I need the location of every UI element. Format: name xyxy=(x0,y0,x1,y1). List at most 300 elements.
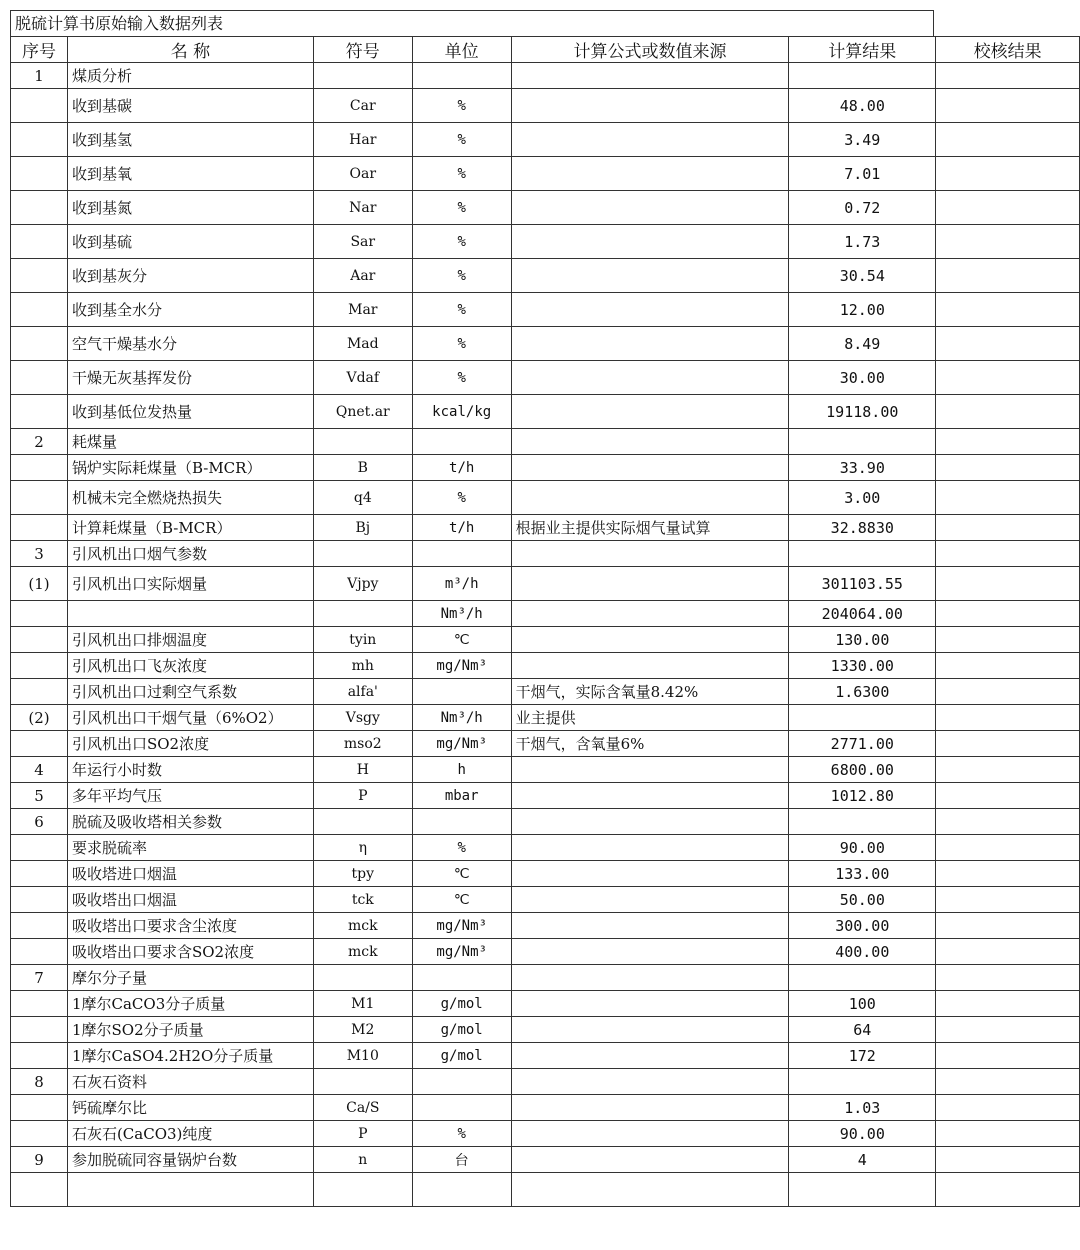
cell-unit[interactable]: ℃ xyxy=(412,627,511,653)
table-row xyxy=(11,653,1080,679)
cell-unit[interactable] xyxy=(412,429,511,455)
cell-result[interactable]: 172 xyxy=(789,1043,936,1069)
cell-no[interactable] xyxy=(11,225,68,259)
cell-result[interactable]: 90.00 xyxy=(789,1121,936,1147)
cell-unit[interactable]: % xyxy=(412,835,511,861)
cell-name[interactable]: 引风机出口过剩空气系数 xyxy=(67,679,313,705)
cell-name[interactable]: 机械未完全燃烧热损失 xyxy=(67,481,313,515)
cell-result[interactable]: 8.49 xyxy=(789,327,936,361)
cell-unit[interactable]: % xyxy=(412,123,511,157)
cell-symbol[interactable]: tpy xyxy=(313,861,412,887)
cell-no[interactable] xyxy=(11,731,68,757)
cell-unit[interactable]: mg/Nm³ xyxy=(412,939,511,965)
cell-check[interactable] xyxy=(936,1095,1080,1121)
cell-source[interactable] xyxy=(511,157,789,191)
cell-name[interactable]: 收到基硫 xyxy=(67,225,313,259)
cell-unit[interactable]: ℃ xyxy=(412,861,511,887)
cell-unit[interactable]: Nm³/h xyxy=(412,601,511,627)
cell-unit[interactable]: Nm³/h xyxy=(412,705,511,731)
spreadsheet xyxy=(10,10,1080,1250)
cell-result[interactable]: 400.00 xyxy=(789,939,936,965)
cell-check[interactable] xyxy=(936,327,1080,361)
cell-check[interactable] xyxy=(936,1121,1080,1147)
cell-source[interactable] xyxy=(511,293,789,327)
cell-name[interactable]: 空气干燥基水分 xyxy=(67,327,313,361)
cell-symbol[interactable]: Mar xyxy=(313,293,412,327)
cell-result[interactable]: 1.73 xyxy=(789,225,936,259)
cell-no[interactable] xyxy=(11,627,68,653)
cell-check[interactable] xyxy=(936,225,1080,259)
cell-result[interactable] xyxy=(789,63,936,89)
cell-symbol[interactable]: Car xyxy=(313,89,412,123)
cell-unit[interactable]: mg/Nm³ xyxy=(412,913,511,939)
cell-no[interactable] xyxy=(11,259,68,293)
cell-source[interactable] xyxy=(511,361,789,395)
cell-unit[interactable] xyxy=(412,679,511,705)
cell-name[interactable]: 1摩尔SO2分子质量 xyxy=(67,1017,313,1043)
cell-name[interactable]: 摩尔分子量 xyxy=(67,965,313,991)
cell-source[interactable] xyxy=(511,327,789,361)
cell-name[interactable]: 引风机出口实际烟量 xyxy=(67,567,313,601)
cell-check[interactable] xyxy=(936,913,1080,939)
cell-result[interactable]: 6800.00 xyxy=(789,757,936,783)
cell-result[interactable]: 2771.00 xyxy=(789,731,936,757)
cell-unit[interactable]: h xyxy=(412,757,511,783)
cell-source[interactable] xyxy=(511,1017,789,1043)
cell-check[interactable] xyxy=(936,731,1080,757)
cell-symbol[interactable]: Qnet.ar xyxy=(313,395,412,429)
cell-symbol[interactable]: Aar xyxy=(313,259,412,293)
cell-unit[interactable]: % xyxy=(412,481,511,515)
table-row xyxy=(11,757,1080,783)
cell-result[interactable]: 1330.00 xyxy=(789,653,936,679)
cell-unit[interactable]: g/mol xyxy=(412,991,511,1017)
cell-check[interactable] xyxy=(936,567,1080,601)
cell-result[interactable]: 64 xyxy=(789,1017,936,1043)
cell-unit[interactable]: % xyxy=(412,225,511,259)
cell-no[interactable] xyxy=(11,1095,68,1121)
cell-result[interactable]: 30.54 xyxy=(789,259,936,293)
cell-symbol[interactable] xyxy=(313,541,412,567)
cell-source[interactable] xyxy=(511,455,789,481)
cell-name[interactable]: 收到基低位发热量 xyxy=(67,395,313,429)
cell-unit[interactable]: m³/h xyxy=(412,567,511,601)
cell-symbol[interactable]: B xyxy=(313,455,412,481)
table-row xyxy=(11,1069,1080,1095)
cell-check[interactable] xyxy=(936,455,1080,481)
cell-no[interactable]: 8 xyxy=(11,1069,68,1095)
cell-source[interactable] xyxy=(511,259,789,293)
cell-name[interactable]: 收到基灰分 xyxy=(67,259,313,293)
cell-source[interactable] xyxy=(511,939,789,965)
cell-check[interactable] xyxy=(936,123,1080,157)
cell-result[interactable] xyxy=(789,1069,936,1095)
cell-symbol[interactable]: Nar xyxy=(313,191,412,225)
cell-unit[interactable]: ℃ xyxy=(412,887,511,913)
cell-name[interactable]: 1摩尔CaSO4.2H2O分子质量 xyxy=(67,1043,313,1069)
cell-result[interactable]: 50.00 xyxy=(789,887,936,913)
header-source[interactable]: 计算公式或数值来源 xyxy=(511,37,789,63)
cell-name[interactable]: 脱硫及吸收塔相关参数 xyxy=(67,809,313,835)
cell-source[interactable] xyxy=(511,63,789,89)
cell-name[interactable]: 引风机出口排烟温度 xyxy=(67,627,313,653)
cell-name[interactable]: 吸收塔出口烟温 xyxy=(67,887,313,913)
cell-check[interactable] xyxy=(936,1043,1080,1069)
cell-name[interactable]: 年运行小时数 xyxy=(67,757,313,783)
cell-source[interactable] xyxy=(511,429,789,455)
cell-check[interactable] xyxy=(936,541,1080,567)
cell-symbol[interactable] xyxy=(313,965,412,991)
header-result[interactable]: 计算结果 xyxy=(789,37,936,63)
cell-name[interactable]: 多年平均气压 xyxy=(67,783,313,809)
cell-result[interactable]: 48.00 xyxy=(789,89,936,123)
cell-source[interactable] xyxy=(511,757,789,783)
cell-check[interactable] xyxy=(936,1069,1080,1095)
cell-source[interactable] xyxy=(511,783,789,809)
cell-symbol[interactable]: M1 xyxy=(313,991,412,1017)
cell-check[interactable] xyxy=(936,395,1080,429)
cell-symbol[interactable]: mso2 xyxy=(313,731,412,757)
cell-name[interactable]: 引风机出口烟气参数 xyxy=(67,541,313,567)
cell-source[interactable] xyxy=(511,965,789,991)
cell-symbol[interactable]: Vdaf xyxy=(313,361,412,395)
cell-source[interactable]: 根据业主提供实际烟气量试算 xyxy=(511,515,789,541)
cell-symbol[interactable]: Ca/S xyxy=(313,1095,412,1121)
cell-no[interactable]: 2 xyxy=(11,429,68,455)
cell-name[interactable]: 吸收塔出口要求含SO2浓度 xyxy=(67,939,313,965)
cell-source[interactable] xyxy=(511,835,789,861)
cell-check[interactable] xyxy=(936,705,1080,731)
cell-name[interactable]: 耗煤量 xyxy=(67,429,313,455)
cell-no[interactable]: (1) xyxy=(11,567,68,601)
cell-unit[interactable]: % xyxy=(412,191,511,225)
cell-source[interactable] xyxy=(511,395,789,429)
cell-no[interactable] xyxy=(11,1121,68,1147)
header-name[interactable]: 名 称 xyxy=(67,37,313,63)
cell-name[interactable]: 参加脱硫同容量锅炉台数 xyxy=(67,1147,313,1173)
cell-result[interactable] xyxy=(789,541,936,567)
cell-no[interactable]: 4 xyxy=(11,757,68,783)
cell-unit[interactable]: % xyxy=(412,361,511,395)
cell-check[interactable] xyxy=(936,939,1080,965)
cell-result[interactable]: 4 xyxy=(789,1147,936,1173)
cell-name[interactable]: 要求脱硫率 xyxy=(67,835,313,861)
cell-source[interactable] xyxy=(511,653,789,679)
cell-check[interactable] xyxy=(936,965,1080,991)
table-row xyxy=(11,601,1080,627)
cell-check[interactable] xyxy=(936,259,1080,293)
cell-check[interactable] xyxy=(936,757,1080,783)
cell-no[interactable] xyxy=(11,455,68,481)
cell-check[interactable] xyxy=(936,293,1080,327)
cell-result[interactable] xyxy=(789,429,936,455)
cell-check[interactable] xyxy=(936,783,1080,809)
cell-symbol[interactable]: mck xyxy=(313,913,412,939)
cell-name[interactable]: 石灰石(CaCO3)纯度 xyxy=(67,1121,313,1147)
cell-source[interactable]: 干烟气，实际含氧量8.42% xyxy=(511,679,789,705)
cell-symbol[interactable]: M2 xyxy=(313,1017,412,1043)
cell-unit[interactable]: kcal/kg xyxy=(412,395,511,429)
cell-symbol[interactable]: Sar xyxy=(313,225,412,259)
cell-check[interactable] xyxy=(936,89,1080,123)
cell-result[interactable]: 3.00 xyxy=(789,481,936,515)
cell-result[interactable]: 300.00 xyxy=(789,913,936,939)
header-check[interactable]: 校核结果 xyxy=(936,37,1080,63)
cell-symbol[interactable]: Vsgy xyxy=(313,705,412,731)
cell-unit[interactable]: % xyxy=(412,327,511,361)
sheet-title[interactable]: 脱硫计算书原始输入数据列表 xyxy=(10,10,934,36)
cell-name[interactable]: 锅炉实际耗煤量（B-MCR） xyxy=(67,455,313,481)
cell-source[interactable] xyxy=(511,809,789,835)
cell-symbol[interactable]: P xyxy=(313,1121,412,1147)
cell-symbol[interactable]: tck xyxy=(313,887,412,913)
cell-result[interactable]: 301103.55 xyxy=(789,567,936,601)
cell-no[interactable] xyxy=(11,1017,68,1043)
cell-check[interactable] xyxy=(936,601,1080,627)
cell-symbol[interactable]: Oar xyxy=(313,157,412,191)
cell-unit[interactable]: mbar xyxy=(412,783,511,809)
cell-check[interactable] xyxy=(936,63,1080,89)
cell-name[interactable]: 计算耗煤量（B-MCR） xyxy=(67,515,313,541)
cell-result[interactable] xyxy=(789,965,936,991)
cell-result[interactable]: 0.72 xyxy=(789,191,936,225)
cell-source[interactable] xyxy=(511,481,789,515)
cell-name[interactable]: 吸收塔出口要求含尘浓度 xyxy=(67,913,313,939)
cell-unit[interactable]: % xyxy=(412,293,511,327)
cell-result[interactable]: 19118.00 xyxy=(789,395,936,429)
cell-source[interactable] xyxy=(511,1043,789,1069)
cell-no[interactable]: (2) xyxy=(11,705,68,731)
table-row xyxy=(11,191,1080,225)
cell-check[interactable] xyxy=(936,191,1080,225)
cell-name[interactable]: 引风机出口干烟气量（6%O2） xyxy=(67,705,313,731)
cell-symbol[interactable] xyxy=(313,809,412,835)
header-unit[interactable]: 单位 xyxy=(412,37,511,63)
cell-unit[interactable]: % xyxy=(412,1121,511,1147)
cell-symbol[interactable]: n xyxy=(313,1147,412,1173)
cell-check[interactable] xyxy=(936,481,1080,515)
cell-source[interactable] xyxy=(511,627,789,653)
cell-name[interactable]: 收到基氮 xyxy=(67,191,313,225)
cell-symbol[interactable]: tyin xyxy=(313,627,412,653)
cell-name[interactable]: 煤质分析 xyxy=(67,63,313,89)
cell-symbol[interactable]: Mad xyxy=(313,327,412,361)
cell-result[interactable] xyxy=(789,705,936,731)
cell-source[interactable] xyxy=(511,567,789,601)
cell-source[interactable] xyxy=(511,1121,789,1147)
cell-unit[interactable] xyxy=(412,63,511,89)
cell-unit[interactable]: mg/Nm³ xyxy=(412,653,511,679)
cell-source[interactable] xyxy=(511,225,789,259)
cell-source[interactable] xyxy=(511,1069,789,1095)
cell-no[interactable] xyxy=(11,1173,68,1207)
cell-no[interactable]: 5 xyxy=(11,783,68,809)
cell-symbol[interactable]: M10 xyxy=(313,1043,412,1069)
cell-name[interactable] xyxy=(67,1173,313,1207)
cell-source[interactable] xyxy=(511,541,789,567)
cell-no[interactable] xyxy=(11,835,68,861)
cell-name[interactable] xyxy=(67,601,313,627)
table-row xyxy=(11,157,1080,191)
cell-unit[interactable] xyxy=(412,809,511,835)
table-row xyxy=(11,913,1080,939)
cell-no[interactable] xyxy=(11,861,68,887)
cell-name[interactable]: 收到基氢 xyxy=(67,123,313,157)
cell-no[interactable] xyxy=(11,89,68,123)
cell-name[interactable]: 引风机出口SO2浓度 xyxy=(67,731,313,757)
cell-check[interactable] xyxy=(936,887,1080,913)
cell-name[interactable]: 收到基碳 xyxy=(67,89,313,123)
cell-name[interactable]: 收到基氧 xyxy=(67,157,313,191)
cell-source[interactable] xyxy=(511,601,789,627)
cell-symbol[interactable]: P xyxy=(313,783,412,809)
cell-no[interactable] xyxy=(11,293,68,327)
cell-symbol[interactable] xyxy=(313,1069,412,1095)
cell-source[interactable]: 干烟气，含氧量6% xyxy=(511,731,789,757)
cell-result[interactable]: 130.00 xyxy=(789,627,936,653)
cell-symbol[interactable]: H xyxy=(313,757,412,783)
cell-unit[interactable]: t/h xyxy=(412,515,511,541)
cell-source[interactable] xyxy=(511,191,789,225)
cell-symbol[interactable] xyxy=(313,601,412,627)
cell-source[interactable] xyxy=(511,1095,789,1121)
cell-result[interactable]: 90.00 xyxy=(789,835,936,861)
cell-source[interactable]: 业主提供 xyxy=(511,705,789,731)
cell-check[interactable] xyxy=(936,627,1080,653)
cell-unit[interactable]: % xyxy=(412,157,511,191)
cell-no[interactable] xyxy=(11,327,68,361)
cell-unit[interactable]: 台 xyxy=(412,1147,511,1173)
cell-result[interactable]: 1.6300 xyxy=(789,679,936,705)
cell-result[interactable]: 7.01 xyxy=(789,157,936,191)
cell-unit[interactable]: mg/Nm³ xyxy=(412,731,511,757)
header-no[interactable]: 序号 xyxy=(11,37,68,63)
cell-no[interactable] xyxy=(11,913,68,939)
cell-check[interactable] xyxy=(936,653,1080,679)
cell-check[interactable] xyxy=(936,1147,1080,1173)
cell-check[interactable] xyxy=(936,515,1080,541)
cell-source[interactable] xyxy=(511,123,789,157)
cell-result[interactable] xyxy=(789,1173,936,1207)
cell-check[interactable] xyxy=(936,1173,1080,1207)
cell-name[interactable]: 干燥无灰基挥发份 xyxy=(67,361,313,395)
cell-source[interactable] xyxy=(511,887,789,913)
cell-no[interactable]: 6 xyxy=(11,809,68,835)
cell-unit[interactable]: g/mol xyxy=(412,1017,511,1043)
cell-symbol[interactable]: η xyxy=(313,835,412,861)
cell-check[interactable] xyxy=(936,809,1080,835)
cell-source[interactable] xyxy=(511,1147,789,1173)
cell-unit[interactable] xyxy=(412,1069,511,1095)
cell-no[interactable]: 1 xyxy=(11,63,68,89)
cell-no[interactable] xyxy=(11,123,68,157)
cell-unit[interactable] xyxy=(412,1173,511,1207)
cell-unit[interactable] xyxy=(412,1095,511,1121)
cell-no[interactable] xyxy=(11,361,68,395)
cell-check[interactable] xyxy=(936,835,1080,861)
cell-result[interactable]: 33.90 xyxy=(789,455,936,481)
cell-no[interactable]: 7 xyxy=(11,965,68,991)
cell-symbol[interactable]: q4 xyxy=(313,481,412,515)
cell-no[interactable] xyxy=(11,601,68,627)
cell-no[interactable] xyxy=(11,191,68,225)
cell-check[interactable] xyxy=(936,861,1080,887)
cell-source[interactable] xyxy=(511,89,789,123)
cell-check[interactable] xyxy=(936,1017,1080,1043)
cell-result[interactable]: 204064.00 xyxy=(789,601,936,627)
cell-symbol[interactable] xyxy=(313,1173,412,1207)
cell-source[interactable] xyxy=(511,1173,789,1207)
table-row xyxy=(11,429,1080,455)
cell-check[interactable] xyxy=(936,991,1080,1017)
cell-check[interactable] xyxy=(936,429,1080,455)
cell-no[interactable] xyxy=(11,1043,68,1069)
cell-no[interactable] xyxy=(11,481,68,515)
cell-no[interactable] xyxy=(11,887,68,913)
cell-result[interactable]: 100 xyxy=(789,991,936,1017)
cell-no[interactable] xyxy=(11,939,68,965)
cell-name[interactable]: 引风机出口飞灰浓度 xyxy=(67,653,313,679)
cell-name[interactable]: 1摩尔CaCO3分子质量 xyxy=(67,991,313,1017)
table-row xyxy=(11,567,1080,601)
cell-source[interactable] xyxy=(511,991,789,1017)
cell-symbol[interactable]: Vjpy xyxy=(313,567,412,601)
cell-name[interactable]: 吸收塔进口烟温 xyxy=(67,861,313,887)
cell-unit[interactable]: t/h xyxy=(412,455,511,481)
cell-name[interactable]: 收到基全水分 xyxy=(67,293,313,327)
cell-no[interactable] xyxy=(11,515,68,541)
cell-result[interactable] xyxy=(789,809,936,835)
cell-symbol[interactable]: Bj xyxy=(313,515,412,541)
table-row xyxy=(11,1043,1080,1069)
cell-unit[interactable]: % xyxy=(412,259,511,293)
cell-no[interactable] xyxy=(11,157,68,191)
header-symbol[interactable]: 符号 xyxy=(313,37,412,63)
cell-unit[interactable]: g/mol xyxy=(412,1043,511,1069)
cell-result[interactable]: 1.03 xyxy=(789,1095,936,1121)
cell-result[interactable]: 12.00 xyxy=(789,293,936,327)
cell-result[interactable]: 1012.80 xyxy=(789,783,936,809)
cell-result[interactable]: 133.00 xyxy=(789,861,936,887)
cell-name[interactable]: 石灰石资料 xyxy=(67,1069,313,1095)
cell-source[interactable] xyxy=(511,913,789,939)
cell-symbol[interactable]: Har xyxy=(313,123,412,157)
cell-symbol[interactable] xyxy=(313,63,412,89)
cell-unit[interactable]: % xyxy=(412,89,511,123)
cell-check[interactable] xyxy=(936,679,1080,705)
cell-name[interactable]: 钙硫摩尔比 xyxy=(67,1095,313,1121)
cell-symbol[interactable] xyxy=(313,429,412,455)
cell-symbol[interactable]: mck xyxy=(313,939,412,965)
cell-no[interactable] xyxy=(11,679,68,705)
cell-check[interactable] xyxy=(936,157,1080,191)
cell-no[interactable] xyxy=(11,653,68,679)
cell-symbol[interactable]: alfa' xyxy=(313,679,412,705)
cell-no[interactable]: 9 xyxy=(11,1147,68,1173)
cell-unit[interactable] xyxy=(412,541,511,567)
cell-result[interactable]: 30.00 xyxy=(789,361,936,395)
cell-check[interactable] xyxy=(936,361,1080,395)
cell-result[interactable]: 32.8830 xyxy=(789,515,936,541)
cell-no[interactable] xyxy=(11,395,68,429)
cell-no[interactable] xyxy=(11,991,68,1017)
cell-result[interactable]: 3.49 xyxy=(789,123,936,157)
cell-unit[interactable] xyxy=(412,965,511,991)
cell-source[interactable] xyxy=(511,861,789,887)
cell-symbol[interactable]: mh xyxy=(313,653,412,679)
cell-no[interactable]: 3 xyxy=(11,541,68,567)
table-row xyxy=(11,887,1080,913)
